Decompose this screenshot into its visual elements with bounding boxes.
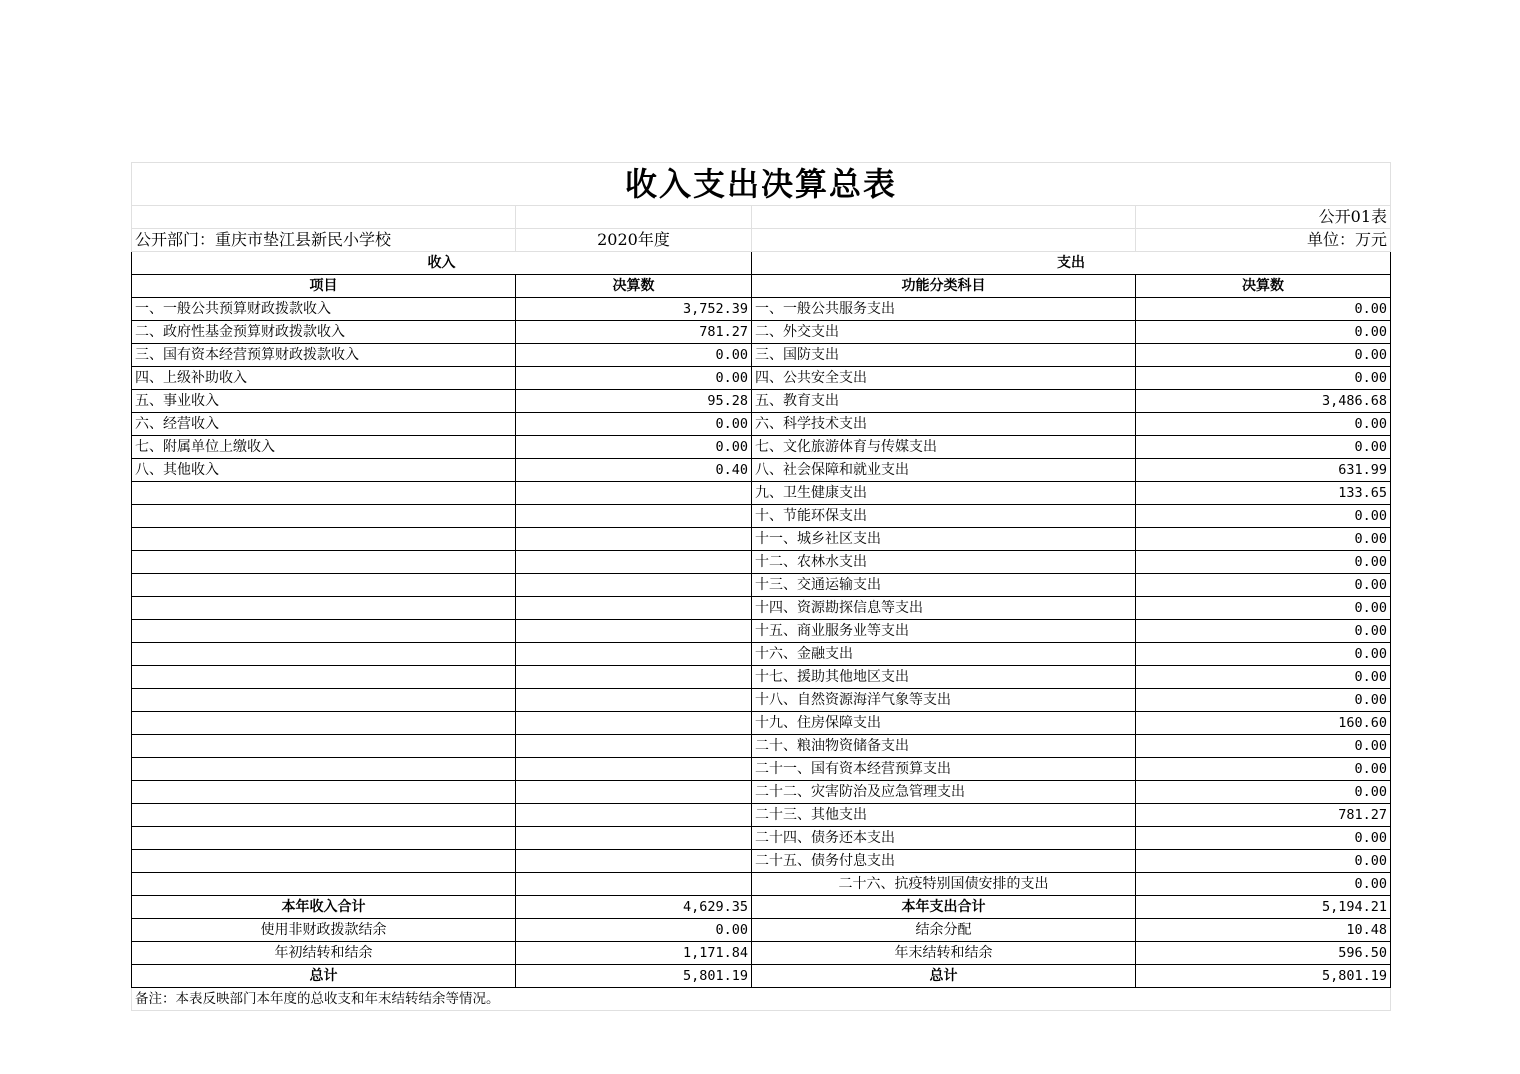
empty-cell [516,528,752,551]
expense-item-label: 八、社会保障和就业支出 [752,459,1136,482]
expense-item-value: 0.00 [1136,689,1391,712]
empty-cell [132,827,516,850]
empty-cell [516,505,752,528]
empty-cell [132,735,516,758]
table-row [132,735,1391,758]
empty-cell [516,643,752,666]
expense-item-value: 0.00 [1136,827,1391,850]
table-row [132,758,1391,781]
income-item-label: 六、经营收入 [132,413,516,436]
table-row [132,827,1391,850]
table-row [132,436,1391,459]
expense-item-value: 0.00 [1136,735,1391,758]
expense-item-value: 0.00 [1136,620,1391,643]
unit-label: 单位：万元 [1136,229,1391,252]
end-balance-label: 年末结转和结余 [752,942,1136,965]
income-item-value: 3,752.39 [516,298,752,321]
income-item-label: 四、上级补助收入 [132,367,516,390]
expense-item-value: 0.00 [1136,551,1391,574]
table-row [132,574,1391,597]
expense-item-value: 0.00 [1136,666,1391,689]
expense-item-value: 3,486.68 [1136,390,1391,413]
empty-cell [516,804,752,827]
income-item-label: 一、一般公共预算财政拨款收入 [132,298,516,321]
nonfiscal-value: 0.00 [516,919,752,942]
table-row [132,528,1391,551]
amount-header: 决算数 [516,275,752,298]
income-item-label: 三、国有资本经营预算财政拨款收入 [132,344,516,367]
expense-total-label: 本年支出合计 [752,896,1136,919]
grand-total-value-right: 5,801.19 [1136,965,1391,988]
expense-item-value: 160.60 [1136,712,1391,735]
expense-item-value: 0.00 [1136,367,1391,390]
expense-item-value: 631.99 [1136,459,1391,482]
expense-item-value: 781.27 [1136,804,1391,827]
statement-sheet [131,162,1390,1011]
empty-cell [132,574,516,597]
income-item-label: 五、事业收入 [132,390,516,413]
empty-cell [516,551,752,574]
empty-cell [516,597,752,620]
expense-item-value: 0.00 [1136,758,1391,781]
nonfiscal-label: 使用非财政拨款结余 [132,919,516,942]
expense-item-label: 二十四、债务还本支出 [752,827,1136,850]
expense-item-label: 十五、商业服务业等支出 [752,620,1136,643]
table-row [132,505,1391,528]
empty-cell [132,528,516,551]
table-row [132,390,1391,413]
footnote: 备注：本表反映部门本年度的总收支和年末结转结余等情况。 [132,988,1391,1011]
income-total-label: 本年收入合计 [132,896,516,919]
income-item-value: 0.00 [516,344,752,367]
expense-item-label: 七、文化旅游体育与传媒支出 [752,436,1136,459]
expense-item-label: 五、教育支出 [752,390,1136,413]
table-row [132,804,1391,827]
empty-cell [132,597,516,620]
table-row [132,781,1391,804]
table-row [132,482,1391,505]
expense-item-value: 133.65 [1136,482,1391,505]
expense-item-label: 二十、粮油物资储备支出 [752,735,1136,758]
empty-cell [132,666,516,689]
surplus-dist-value: 10.48 [1136,919,1391,942]
page-title: 收入支出决算总表 [132,163,1391,206]
income-item-value: 0.00 [516,367,752,390]
begin-balance-value: 1,171.84 [516,942,752,965]
function-item-header: 功能分类科目 [752,275,1136,298]
expense-item-label: 二、外交支出 [752,321,1136,344]
begin-balance-label: 年初结转和结余 [132,942,516,965]
expense-item-label: 十九、住房保障支出 [752,712,1136,735]
table-row [132,367,1391,390]
expense-item-label: 十、节能环保支出 [752,505,1136,528]
expense-item-label: 十三、交通运输支出 [752,574,1136,597]
income-item-value: 781.27 [516,321,752,344]
expense-item-label: 二十六、抗疫特别国债安排的支出 [752,873,1136,896]
empty-cell [132,781,516,804]
table-row [132,712,1391,735]
expense-item-label: 十七、援助其他地区支出 [752,666,1136,689]
expense-item-value: 0.00 [1136,781,1391,804]
table-row [132,551,1391,574]
empty-cell [516,482,752,505]
table-row [132,689,1391,712]
expense-item-label: 十八、自然资源海洋气象等支出 [752,689,1136,712]
income-total-value: 4,629.35 [516,896,752,919]
income-item-value: 0.00 [516,436,752,459]
expense-item-label: 二十一、国有资本经营预算支出 [752,758,1136,781]
empty-cell [516,735,752,758]
table-row [132,666,1391,689]
empty-cell [516,781,752,804]
expense-item-value: 0.00 [1136,298,1391,321]
empty-cell [516,873,752,896]
empty-cell [132,712,516,735]
expense-item-label: 十二、农林水支出 [752,551,1136,574]
expense-item-value: 0.00 [1136,321,1391,344]
grand-total-label-left: 总计 [132,965,516,988]
table-row [132,620,1391,643]
amount2-header: 决算数 [1136,275,1391,298]
income-item-label: 七、附属单位上缴收入 [132,436,516,459]
expense-item-label: 二十三、其他支出 [752,804,1136,827]
empty-cell [132,482,516,505]
expense-item-value: 0.00 [1136,436,1391,459]
expense-item-value: 0.00 [1136,413,1391,436]
expense-total-value: 5,194.21 [1136,896,1391,919]
empty-cell [132,643,516,666]
grand-total-label-right: 总计 [752,965,1136,988]
expense-item-value: 0.00 [1136,597,1391,620]
expense-item-value: 0.00 [1136,344,1391,367]
empty-cell [132,689,516,712]
income-item-value: 95.28 [516,390,752,413]
expense-item-value: 0.00 [1136,505,1391,528]
table-row [132,873,1391,896]
table-row [132,321,1391,344]
empty-cell [516,666,752,689]
empty-cell [516,827,752,850]
empty-cell [132,758,516,781]
empty-cell [516,850,752,873]
form-code: 公开01表 [1136,206,1391,229]
table-row [132,850,1391,873]
department-label: 公开部门：重庆市垫江县新民小学校 [132,229,516,252]
expense-item-value: 0.00 [1136,574,1391,597]
expense-item-label: 二十二、灾害防治及应急管理支出 [752,781,1136,804]
expense-item-label: 二十五、债务付息支出 [752,850,1136,873]
table-row [132,643,1391,666]
fiscal-year: 2020年度 [516,229,752,252]
income-item-label: 二、政府性基金预算财政拨款收入 [132,321,516,344]
empty-cell [132,551,516,574]
item-header: 项目 [132,275,516,298]
expense-item-label: 一、一般公共服务支出 [752,298,1136,321]
surplus-dist-label: 结余分配 [752,919,1136,942]
expense-header: 支出 [752,252,1391,275]
expense-item-label: 三、国防支出 [752,344,1136,367]
empty-cell [516,620,752,643]
expense-item-label: 十一、城乡社区支出 [752,528,1136,551]
table-row [132,597,1391,620]
table-row [132,298,1391,321]
table-row [132,459,1391,482]
expense-item-label: 六、科学技术支出 [752,413,1136,436]
end-balance-value: 596.50 [1136,942,1391,965]
income-item-value: 0.40 [516,459,752,482]
expense-item-value: 0.00 [1136,528,1391,551]
income-header: 收入 [132,252,752,275]
empty-cell [516,689,752,712]
expense-item-value: 0.00 [1136,873,1391,896]
expense-item-label: 十四、资源勘探信息等支出 [752,597,1136,620]
empty-cell [516,712,752,735]
expense-item-label: 四、公共安全支出 [752,367,1136,390]
empty-cell [516,574,752,597]
expense-item-label: 九、卫生健康支出 [752,482,1136,505]
table-row [132,344,1391,367]
grand-total-value-left: 5,801.19 [516,965,752,988]
expense-item-label: 十六、金融支出 [752,643,1136,666]
table-row [132,413,1391,436]
empty-cell [516,758,752,781]
expense-item-value: 0.00 [1136,643,1391,666]
empty-cell [132,620,516,643]
statement-table [131,162,1391,1011]
empty-cell [132,873,516,896]
empty-cell [132,850,516,873]
empty-cell [132,804,516,827]
income-item-value: 0.00 [516,413,752,436]
income-item-label: 八、其他收入 [132,459,516,482]
expense-item-value: 0.00 [1136,850,1391,873]
empty-cell [132,505,516,528]
